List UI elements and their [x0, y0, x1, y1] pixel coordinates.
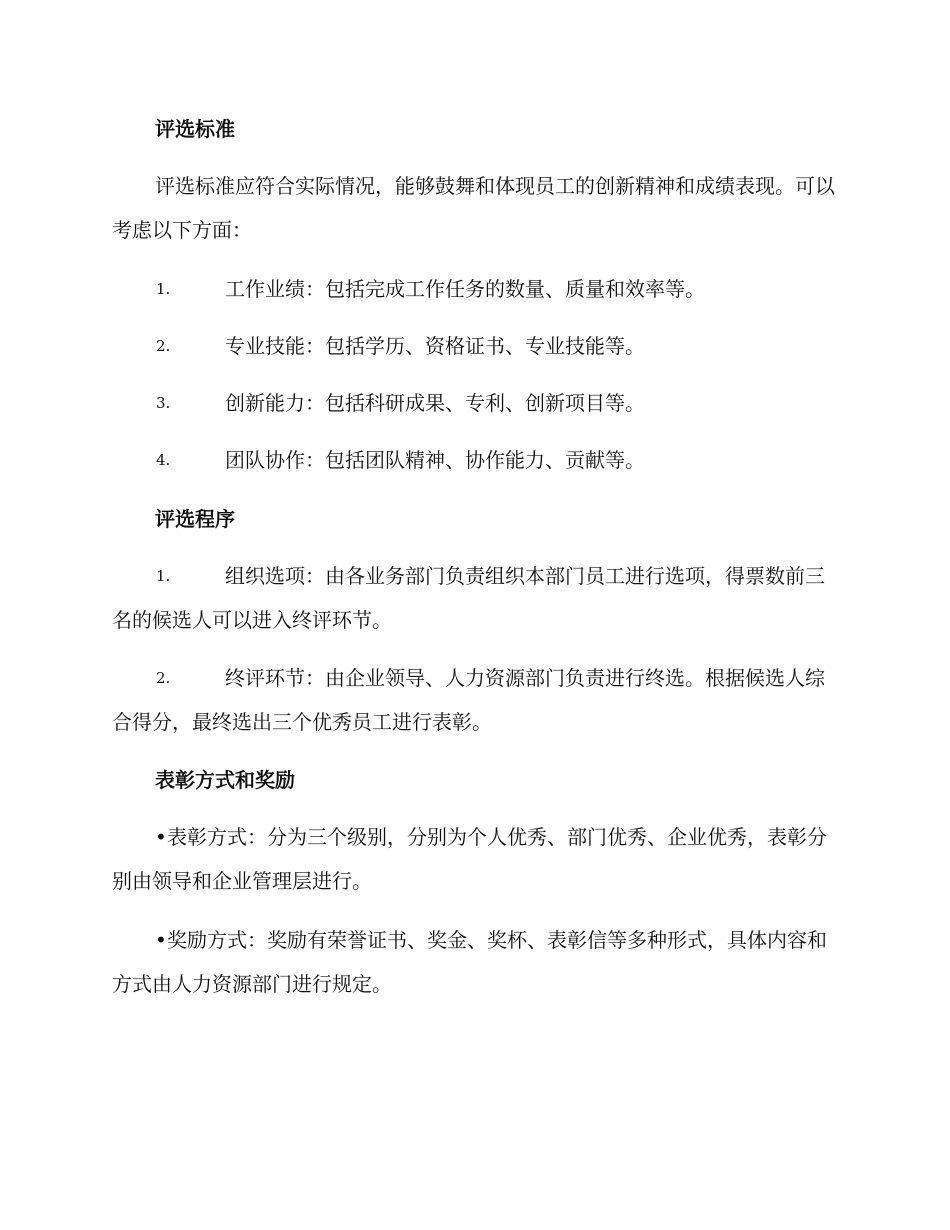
list-item-number: 2. [156, 337, 171, 355]
list-item-number: 2. [156, 669, 171, 687]
bullet-marker: • [155, 928, 167, 952]
list-item-text: 工作业绩：包括完成工作任务的数量、质量和效率等。 [225, 277, 705, 301]
list-item-number: 3. [156, 394, 171, 412]
list-item [112, 324, 838, 368]
reward-bullet-text: 奖励方式：奖励有荣誉证书、奖金、奖杯、表彰信等多种形式，具体内容和方式由人力资源部门进行规定。 [112, 928, 827, 996]
list-item [112, 656, 838, 744]
list-item-text: 组织选项：由各业务部门负责组织本部门员工进行选项，得票数前三名的候选人可以进入终评环节。 [112, 564, 825, 632]
list-item-text: 终评环节：由企业领导、人力资源部门负责进行终选。根据候选人综合得分，最终选出三个优秀员工进行表彰。 [112, 666, 825, 734]
section-heading-rewards: 表彰方式和奖励 [155, 768, 295, 792]
section-heading-criteria: 评选标准 [155, 117, 235, 141]
reward-bullet-paragraph [112, 918, 838, 1006]
list-item [112, 381, 838, 425]
list-item-text: 创新能力：包括科研成果、专利、创新项目等。 [225, 391, 645, 415]
list-item-text: 团队协作：包括团队精神、协作能力、贡献等。 [225, 448, 645, 472]
list-item-number: 4. [156, 451, 171, 469]
list-item-text: 专业技能：包括学历、资格证书、专业技能等。 [225, 334, 645, 358]
bullet-marker: • [155, 825, 167, 849]
section-heading-procedure: 评选程序 [155, 507, 235, 531]
list-item [112, 438, 838, 482]
list-item [112, 267, 838, 311]
reward-bullet-text: 表彰方式：分为三个级别，分别为个人优秀、部门优秀、企业优秀，表彰分别由领导和企业管理层进行。 [112, 825, 827, 893]
criteria-intro-paragraph: 评选标准应符合实际情况，能够鼓舞和体现员工的创新精神和成绩表现。可以考虑以下方面： [112, 174, 835, 242]
reward-bullet-paragraph [112, 815, 838, 903]
list-item-number: 1. [156, 280, 171, 298]
list-item [112, 554, 838, 642]
list-item-number: 1. [156, 567, 171, 585]
